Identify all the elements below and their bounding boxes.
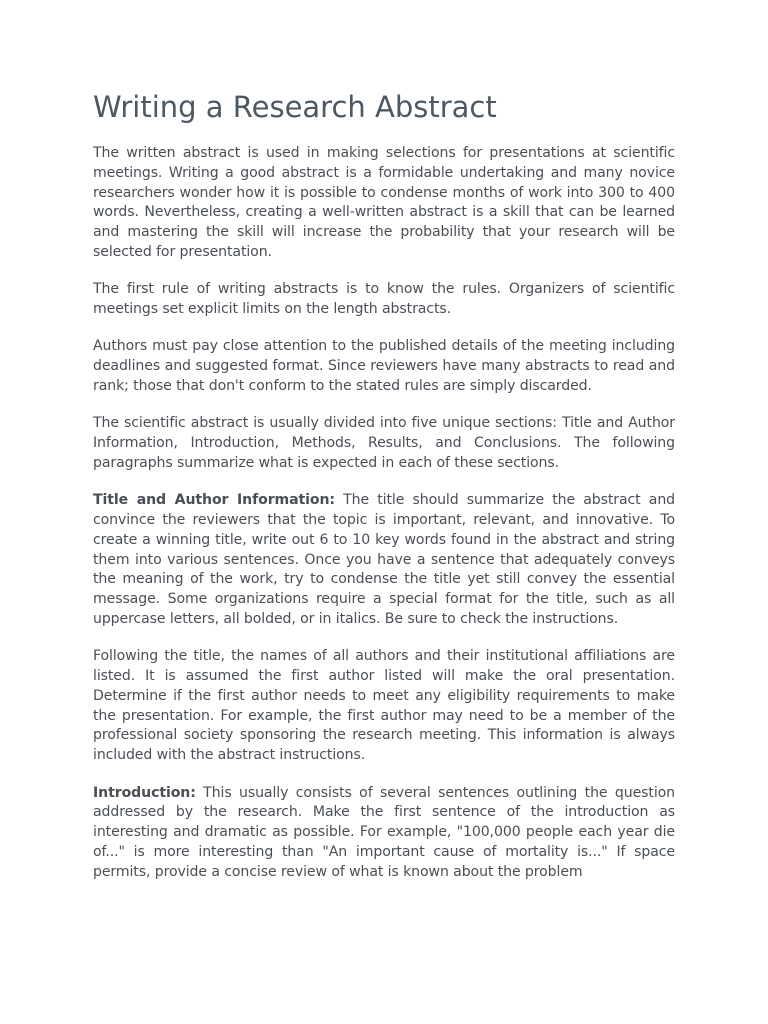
- paragraph-text: The scientific abstract is usually divided into five unique sections: Title and Author Information, Introduction, Methods, Results, and Conclusions. The following paragraphs summarize what is expected in each of these sections.: [93, 415, 675, 471]
- paragraph-text: The written abstract is used in making selections for presentations at scientific meetings. Writing a good abstract is a formidable undertaking and many novice researchers wonder how it is possible to condense months of work into 300 to 400 words. Nevertheless, creating a well-written abstract is a skill that can be learned and mastering the skill will increase the probability that your research will be selected for presentation.: [93, 145, 675, 260]
- paragraph-text: This usually consists of several sentences outlining the question addressed by the research. Make the first sentence of the introduction as interesting and dramatic as possible. For example, "100,000 people each year die of..." is more interesting than "An important cause of mortality is..." If space permits, provide a concise review of what is known about the problem: [93, 784, 675, 880]
- section-heading: Introduction:: [93, 784, 196, 801]
- paragraph-title-author-info: [93, 491, 675, 630]
- paragraph-text: Authors must pay close attention to the published details of the meeting including deadlines and suggested format. Since reviewers have many abstracts to read and rank; those that don't conform to the stated rules are simply discarded.: [93, 338, 675, 394]
- paragraph-sections-overview: [93, 414, 675, 473]
- paragraph-text: Following the title, the names of all authors and their institutional affiliations are listed. It is assumed the first author listed will make the oral presentation. Determine if the first author needs to meet any eligibility requirements to make the presentation. For example, the first author may need to be a member of the professional society sponsoring the research meeting. This information is always included with the abstract instructions.: [93, 648, 675, 764]
- paragraph-first-rule: [93, 280, 675, 320]
- document-title: Writing a Research Abstract: [93, 90, 497, 124]
- document-page: [93, 88, 676, 880]
- paragraph-authors-attention: [93, 337, 675, 396]
- paragraph-intro: [93, 144, 675, 263]
- section-heading: Title and Author Information:: [93, 492, 335, 509]
- paragraph-introduction: [93, 784, 675, 880]
- paragraph-text: The first rule of writing abstracts is to know the rules. Organizers of scientific meetings set explicit limits on the length abstracts.: [93, 281, 675, 318]
- paragraph-text: The title should summarize the abstract and convince the reviewers that the topic is important, relevant, and innovative. To create a winning title, write out 6 to 10 key words found in the abstract and string them into various sentences. Once you have a sentence that adequately conveys the meaning of the work, try to condense the title yet still convey the essential message. Some organizations require a special format for the title, such as all uppercase letters, all bolded, or in italics. Be sure to check the instructions.: [93, 492, 676, 627]
- paragraph-author-names: [93, 647, 675, 766]
